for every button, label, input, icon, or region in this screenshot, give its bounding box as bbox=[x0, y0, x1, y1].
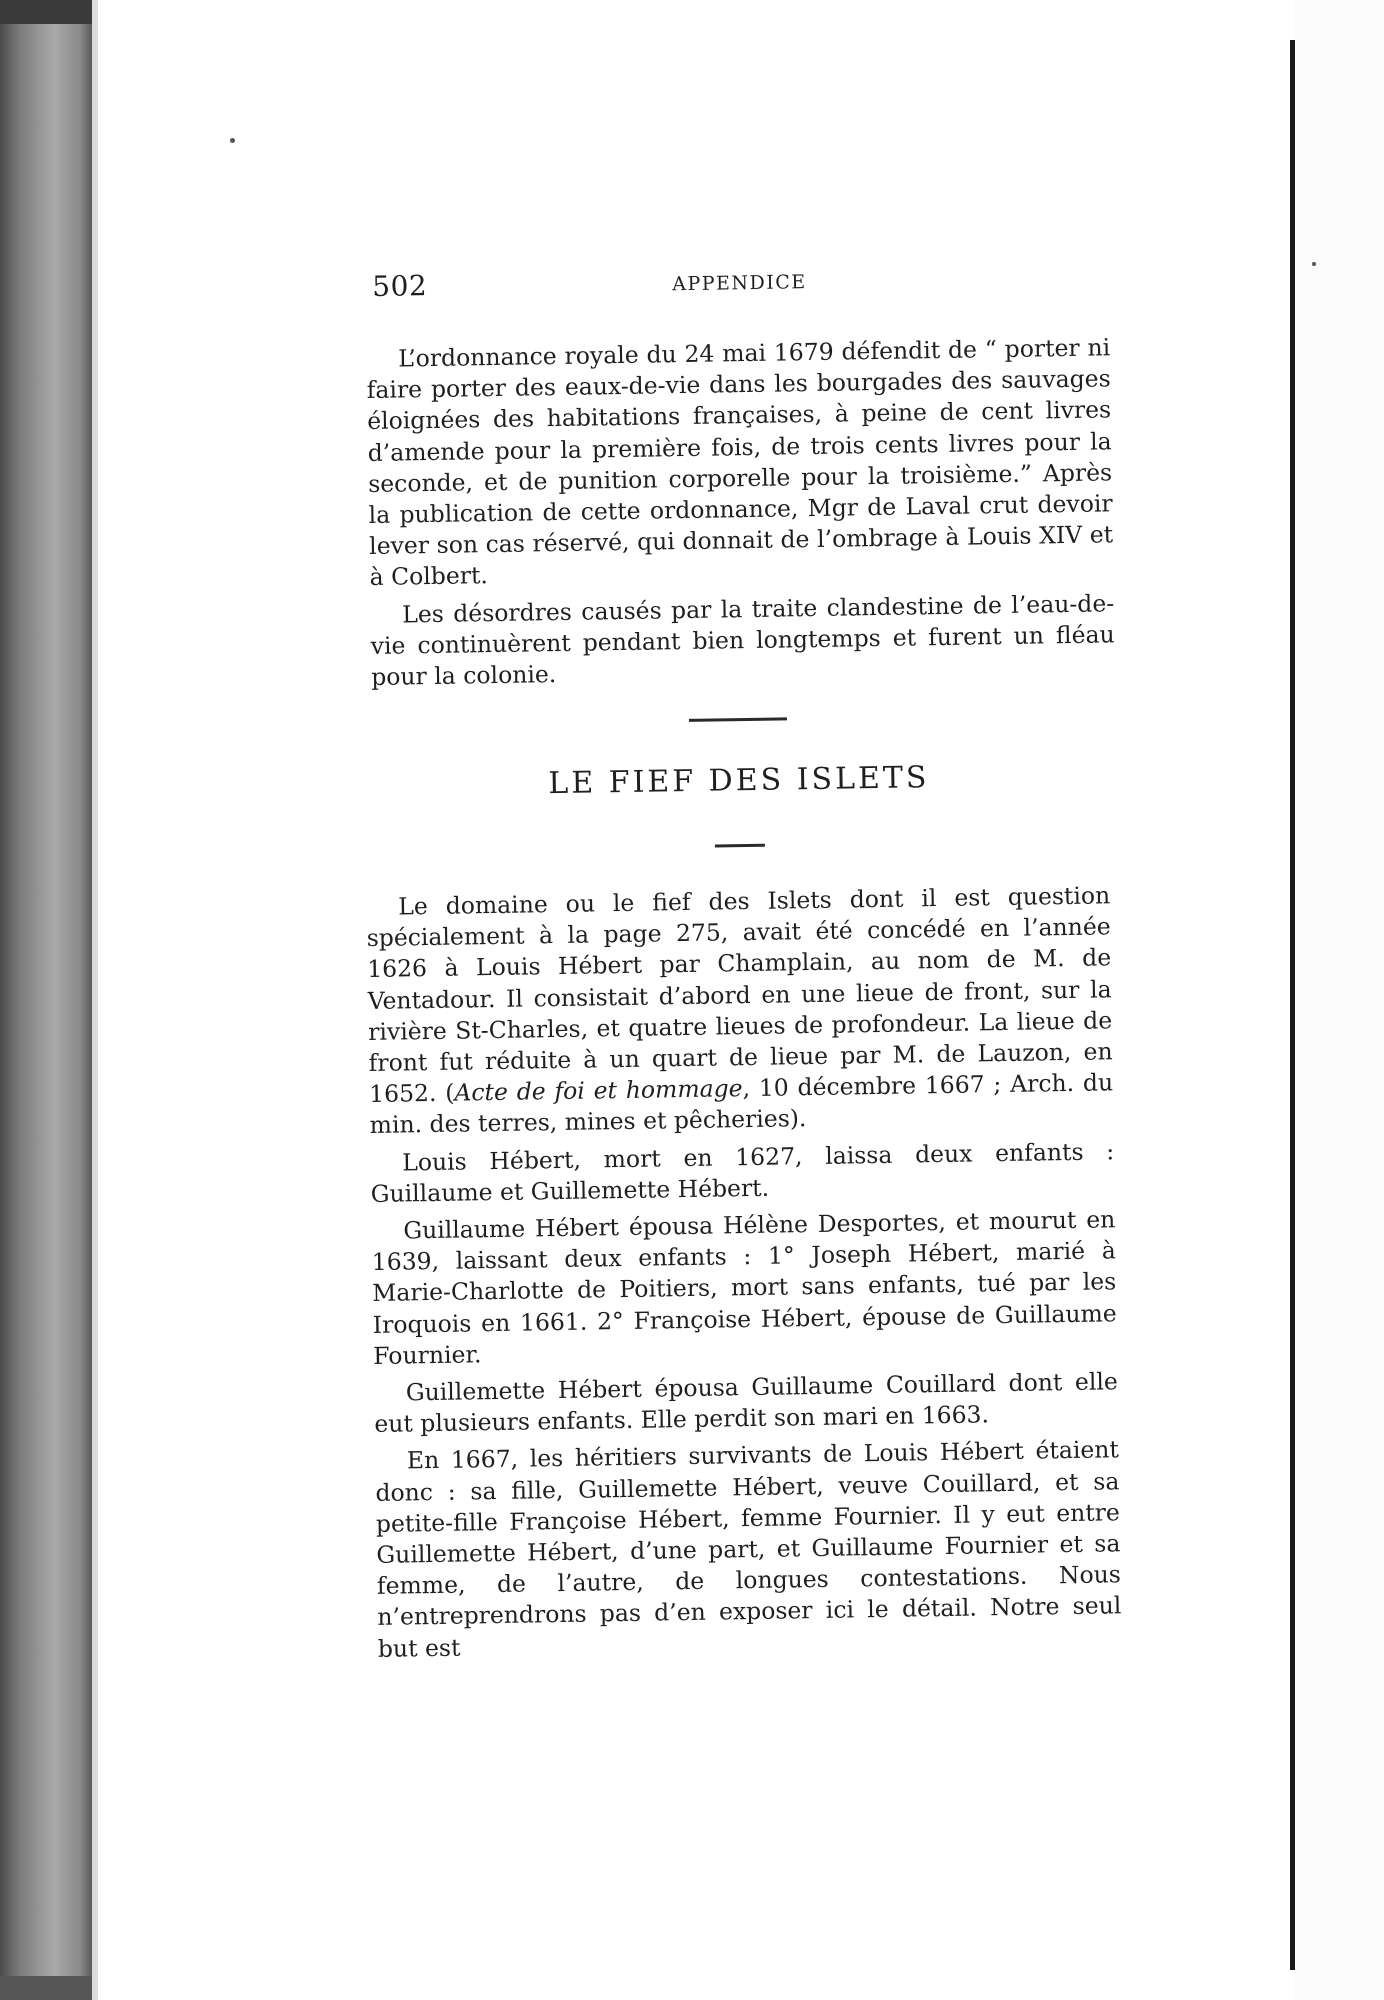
paragraph-domaine bbox=[366, 880, 1114, 1141]
paragraph-domaine-text: Le domaine ou le fief des Islets dont il est question spécialement à la page 275, avait été concédé en l’année 1626 à Louis Hébert par Champlain, au nom de M. de Ventadour. Il consistait d’abord en une lieue de front, sur la rivière St-Charles, et quatre lieues de profondeur. La lieue de front fut réduite à un quart de lieue par M. de Lauzon, en 1652. ( bbox=[366, 881, 1113, 1109]
paragraph-ordonnance: L’ordonnance royale du 24 mai 1679 défendit de “ porter ni faire porter des eaux-de-vie dans les bourgades des sauvages éloignées des habitations françaises, à peine de cent livres d’amende pour la première fois, de trois cents livres pour la seconde, et de punition corporelle pour la troisième.” Après la publication de cette ordonnance, Mgr de Laval crut devoir lever son cas réservé, qui donnait de l’ombrage à Louis XIV et à Colbert. bbox=[366, 333, 1114, 592]
running-head bbox=[372, 263, 813, 310]
right-page-edge bbox=[1295, 0, 1384, 2000]
paragraph-domaine-ref: , 10 décembre 1667 ; Arch. du min. des terres, mines et pêcheries). bbox=[369, 1068, 1114, 1140]
paragraph-guillaume-hebert: Guillaume Hébert épousa Hélène Desportes, et mourut en 1639, laissant deux enfants : 1° Joseph Hébert, marié à Marie-Charlotte de Poitiers, mort sans enfants, tué par les Iroquois en 1661. 2° Françoise Hébert, épouse de Guillaume Fournier. bbox=[371, 1205, 1117, 1370]
book-edge-top bbox=[0, 0, 92, 24]
section-rule-top bbox=[689, 717, 787, 722]
running-title: APPENDICE bbox=[672, 271, 807, 296]
paragraph-heritiers: En 1667, les héritiers survivants de Louis Hébert étaient donc : sa fille, Guillemette Hébert, veuve Couillard, et sa petite-fille Françoise Hébert, femme Fournier. Il y eut entre Guillemette Hébert, d’une part, et Guillaume Fournier et sa femme, de l’autre, de longues contestations. Nous n’entreprendrons pas d’en exposer ici le détail. Notre seul but est bbox=[375, 1435, 1122, 1663]
paragraph-guillemette-hebert: Guillemette Hébert épousa Guillaume Couillard dont elle eut plusieurs enfants. Elle perdit son mari en 1663. bbox=[374, 1367, 1118, 1439]
page-number: 502 bbox=[372, 269, 428, 303]
paragraph-louis-hebert: Louis Hébert, mort en 1627, laissa deux enfants : Guillaume et Guillemette Hébert. bbox=[370, 1136, 1115, 1208]
page-gutter bbox=[92, 0, 98, 2000]
paper-speck bbox=[230, 138, 235, 143]
section-heading bbox=[366, 712, 1112, 853]
paragraph-desordres: Les désordres causés par la traite clandestine de l’eau-de-vie continuèrent pendant bien longtemps et furent un fléau pour la colonie. bbox=[370, 588, 1115, 691]
section-title: LE FIEF DES ISLETS bbox=[548, 760, 930, 802]
book-edge-bottom bbox=[0, 1976, 92, 2000]
paper-speck bbox=[1312, 262, 1316, 266]
section-rule-bottom bbox=[715, 844, 765, 848]
intro-text bbox=[366, 332, 1115, 693]
book-edge bbox=[0, 0, 92, 2000]
acte-citation: Acte de foi et hommage bbox=[454, 1074, 743, 1107]
section-text bbox=[366, 880, 1122, 1664]
